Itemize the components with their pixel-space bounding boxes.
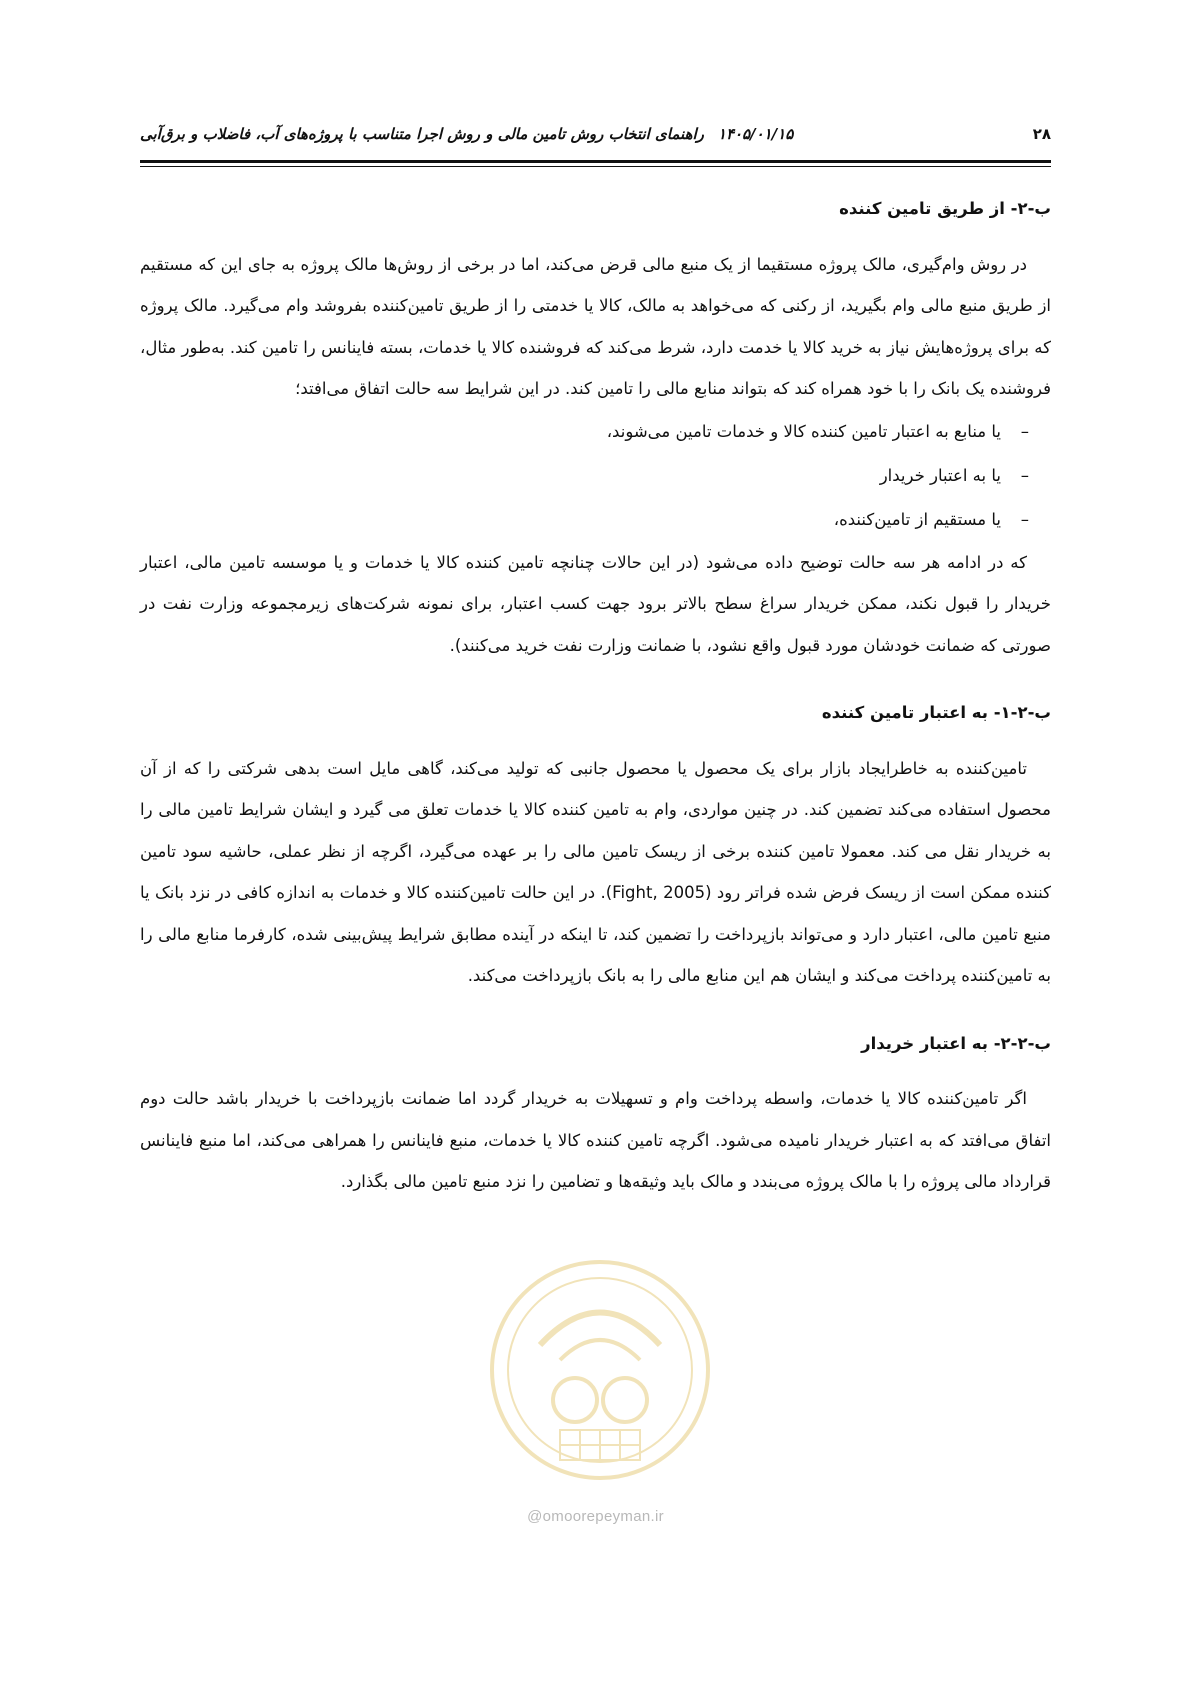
header-rule-thin — [140, 166, 1051, 167]
list-item-text: یا منابع به اعتبار تامین کننده کالا و خدمات تامین می‌شوند، — [606, 421, 1001, 441]
section-heading-b2-1: ب-۲-۱- به اعتبار تامین کننده — [821, 703, 1051, 722]
watermark-seal-icon — [480, 1250, 720, 1490]
bullet-dash: – — [1020, 465, 1029, 485]
list-item — [140, 410, 1029, 454]
seal-gear-left — [553, 1378, 597, 1422]
paragraph-1: در روش وام‌گیری، مالک پروژه مستقیما از یک منبع مالی قرض می‌کند، اما در برخی از روش‌ها مالک پروژه به جای این که مستقیم از طریق منبع مالی وام بگیرید، از رکنی که می‌خواهد به مالک، کالا یا خدمتی را از طریق تامین‌کننده بفروشد وام می‌گیرد. مالک پروژه که برای پروژه‌هایش نیاز به خرید کالا یا خدمت دارد، شرط می‌کند که فروشنده کالا یا خدمات، بسته فاینانس را تامین کند. به‌طور مثال، فروشنده یک بانک را با خود همراه کند که بتواند منابع مالی را تامین کند. در این شرایط سه حالت اتفاق می‌افتد؛ — [140, 254, 1051, 398]
header-date: ۱۴۰۵/۰۱/۱۵ — [717, 125, 794, 143]
header-rule-thick — [140, 160, 1051, 163]
header-title: راهنمای انتخاب روش تامین مالی و روش اجرا متناسب با پروژه‌های آب، فاضلاب و برق‌آبی — [140, 125, 704, 143]
paragraph-3: تامین‌کننده به خاطرایجاد بازار برای یک محصول یا محصول جانبی که تولید می‌کند، گاهی مایل است بدهی شرکتی را که از آن محصول استفاده می‌کند تضمین کند. در چنین مواردی، وام به تامین کننده کالا یا خدمات تعلق می گیرد و ایشان شرایط تامین مالی را به خریدار نقل می کند. معمولا تامین کننده برخی از ریسک تامین مالی را بر عهده می‌گیرد، اگرچه از نظر عملی، حاشیه سود تامین کننده ممکن است از ریسک فرض شده فراتر رود (Fight, 2005). در این حالت تامین‌کننده کالا و خدمات به اندازه کافی در نزد بانک یا منبع تامین مالی، اعتبار دارد و می‌تواند بازپرداخت را تضمین کند، تا اینکه در آینده مطابق شرایط پیش‌بینی شده، کارفرما منابع مالی را به تامین‌کننده پرداخت می‌کند و ایشان هم این منابع مالی را به بانک بازپرداخت می‌کند. — [140, 758, 1051, 985]
page-header — [140, 125, 1051, 155]
bullet-dash: – — [1020, 421, 1029, 441]
watermark-url: @omoorepeyman.ir — [527, 1508, 664, 1525]
list-item — [140, 498, 1029, 542]
paragraph-2: که در ادامه هر سه حالت توضیح داده می‌شود (در این حالات چنانچه تامین کننده کالا یا خدمات و یا موسسه تامین مالی، اعتبار خریدار را قبول نکند، ممکن خریدار سراغ سطح بالاتر برود جهت کسب اعتبار، برای نمونه شرکت‌های زیرمجموعه وزارت نفت در صورتی که ضمانت خودشان مورد قبول واقع نشود، با ضمانت وزارت نفت خرید می‌کنند). — [140, 552, 1051, 655]
list-item-text: یا به اعتبار خریدار — [879, 465, 1001, 485]
seal-gear-right — [603, 1378, 647, 1422]
running-title-block — [140, 125, 793, 143]
seal-calligraphy-2 — [560, 1340, 640, 1360]
paragraph-4: اگر تامین‌کننده کالا یا خدمات، واسطه پرداخت وام و تسهیلات به خریدار گردد اما ضمانت بازپرداخت با خریدار باشد حالت دوم اتفاق می‌افتد که به اعتبار خریدار نامیده می‌شود. اگرچه تامین کننده کالا یا خدمات، منبع فاینانس را همراهی می‌کند، اما منبع فاینانس قرارداد مالی پروژه را با مالک پروژه می‌بندد و مالک باید وثیقه‌ها و تضامین را نزد منبع تامین مالی بگذارد. — [140, 1089, 1051, 1191]
page-number: ۲۸ — [1032, 125, 1051, 143]
list-item — [140, 454, 1029, 498]
page-content — [140, 188, 1051, 1203]
bullet-dash: – — [1020, 509, 1029, 529]
section-heading-b2: ب-۲- از طریق تامین کننده — [839, 199, 1051, 218]
bullet-list — [140, 410, 1051, 542]
list-item-text: یا مستقیم از تامین‌کننده، — [833, 509, 1001, 529]
section-heading-b2-2: ب-۲-۲- به اعتبار خریدار — [861, 1033, 1051, 1053]
